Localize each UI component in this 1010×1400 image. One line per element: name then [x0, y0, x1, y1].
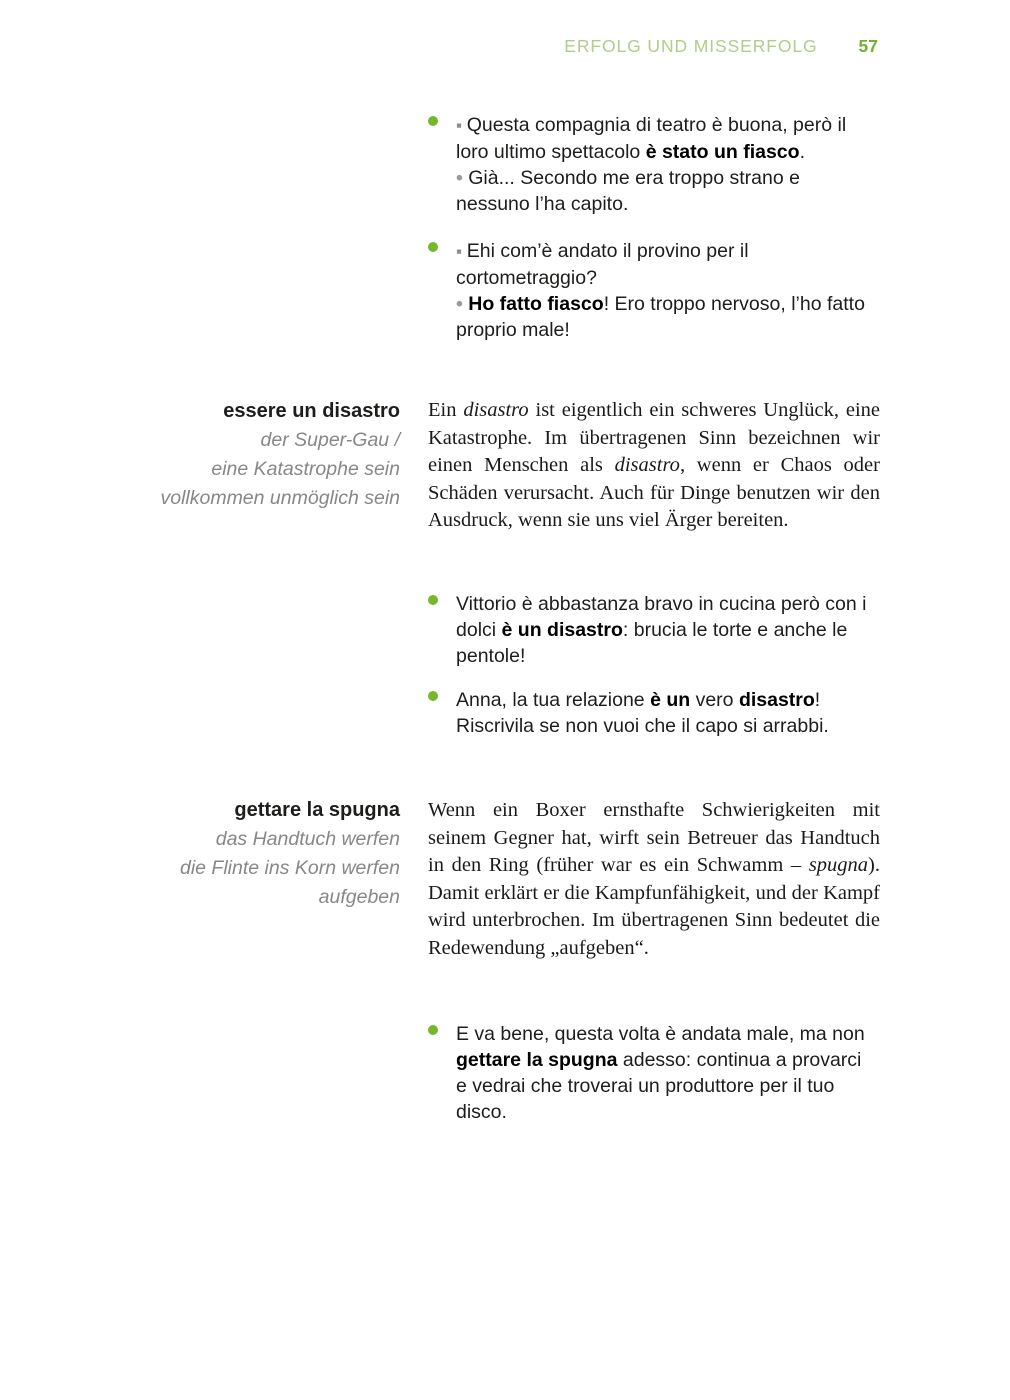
- text-run: disastro: [614, 454, 680, 476]
- text-run: Questa compagnia di teatro è buona, però il loro ultimo spettacolo: [456, 114, 847, 163]
- example-block: [428, 1021, 880, 1125]
- dialogue-text: [456, 112, 873, 217]
- gloss-line: aufgeben: [318, 886, 400, 908]
- text-run: : brucia le torte e anche le pentole!: [456, 619, 848, 667]
- chapter-title: ERFOLG UND MISSERFOLG: [564, 36, 818, 56]
- example-text: [456, 1021, 873, 1125]
- text-run: Anna, la tua relazione: [456, 689, 651, 711]
- speaker-marker: ▪: [456, 242, 467, 261]
- example-marker-icon: [428, 595, 438, 605]
- text-run: adesso: continua a provarci e vedrai che troverai un produttore per il tuo disco.: [456, 1049, 862, 1123]
- text-run: ). Damit erklärt er die Kampfunfähigkeit, und der Kampf wird unterbrochen. Im übertragenen Sinn bedeutet die Redewendung „aufgeben“.: [428, 854, 880, 959]
- text-run: Ho fatto fiasco: [468, 293, 604, 315]
- dialogue-line: [456, 238, 873, 291]
- entry-headword-block: [100, 397, 400, 513]
- dialogue-line: [456, 112, 873, 165]
- headword: gettare la spugna: [234, 799, 400, 821]
- page-header: [0, 36, 878, 57]
- text-run: gettare la spugna: [456, 1049, 618, 1071]
- dialogue-text: [456, 238, 873, 343]
- text-run: vero: [690, 689, 739, 711]
- example-text: [456, 591, 873, 669]
- text-run: è un disastro: [501, 619, 623, 641]
- speaker-marker: •: [456, 167, 469, 189]
- text-run: E va bene, questa volta è andata male, ma non: [456, 1023, 865, 1045]
- text-run: è stato un fiasco: [645, 141, 800, 163]
- text-run: ! Ero troppo nervoso, l’ho fatto proprio male!: [456, 293, 865, 341]
- explanation-text: [428, 397, 880, 535]
- text-run: Ein: [428, 399, 464, 421]
- dialogue-block: [428, 238, 880, 343]
- text-run: disastro: [738, 689, 815, 711]
- speaker-marker: ▪: [456, 116, 467, 135]
- text-run: spugna: [808, 854, 869, 876]
- example-block: [428, 591, 880, 669]
- text-run: Wenn ein Boxer ernsthafte Schwierigkeiten mit seinem Gegner hat, wirft sein Betreuer das Handtuch in den Ring (früher war es ein Schwamm –: [428, 799, 880, 876]
- text-run: Vittorio è abbastanza bravo in cucina però con i dolci: [456, 593, 867, 641]
- dialogue-line: [456, 165, 873, 217]
- text-run: , wenn er Chaos oder Schäden verursacht. Auch für Dinge benutzen wir den Ausdruck, wenn sie uns viel Ärger bereiten.: [428, 454, 880, 531]
- gloss-line: der Super-Gau /: [260, 429, 400, 451]
- dialogue-marker-icon: [428, 116, 438, 126]
- example-text: [456, 687, 873, 739]
- dialogue-marker-icon: [428, 242, 438, 252]
- explanation-text: [428, 797, 880, 962]
- page-number: 57: [858, 36, 878, 56]
- text-run: Ehi com’è andato il provino per il cortometraggio?: [456, 240, 749, 289]
- gloss-line: eine Katastrophe sein: [211, 458, 400, 480]
- headword: essere un disastro: [223, 400, 400, 422]
- dialogue-line: [456, 291, 873, 343]
- text-run: disastro: [463, 399, 529, 421]
- example-marker-icon: [428, 691, 438, 701]
- dialogue-block: [428, 112, 880, 217]
- example-marker-icon: [428, 1025, 438, 1035]
- gloss-line: die Flinte ins Korn werfen: [179, 857, 400, 879]
- gloss-line: das Handtuch werfen: [215, 828, 400, 850]
- text-run: è un: [650, 689, 691, 711]
- text-run: Già... Secondo me era troppo strano e nessuno l’ha capito.: [456, 167, 800, 215]
- gloss-line: vollkommen unmöglich sein: [160, 487, 400, 509]
- text-run: .: [799, 141, 805, 163]
- example-block: [428, 687, 880, 739]
- speaker-marker: •: [456, 293, 469, 315]
- text-run: ! Riscrivila se non vuoi che il capo si arrabbi.: [456, 689, 829, 737]
- entry-headword-block: [100, 796, 400, 912]
- text-run: ist eigentlich ein schweres Unglück, eine Katastrophe. Im übertragenen Sinn bezeichnen wir einen Menschen als: [428, 399, 881, 476]
